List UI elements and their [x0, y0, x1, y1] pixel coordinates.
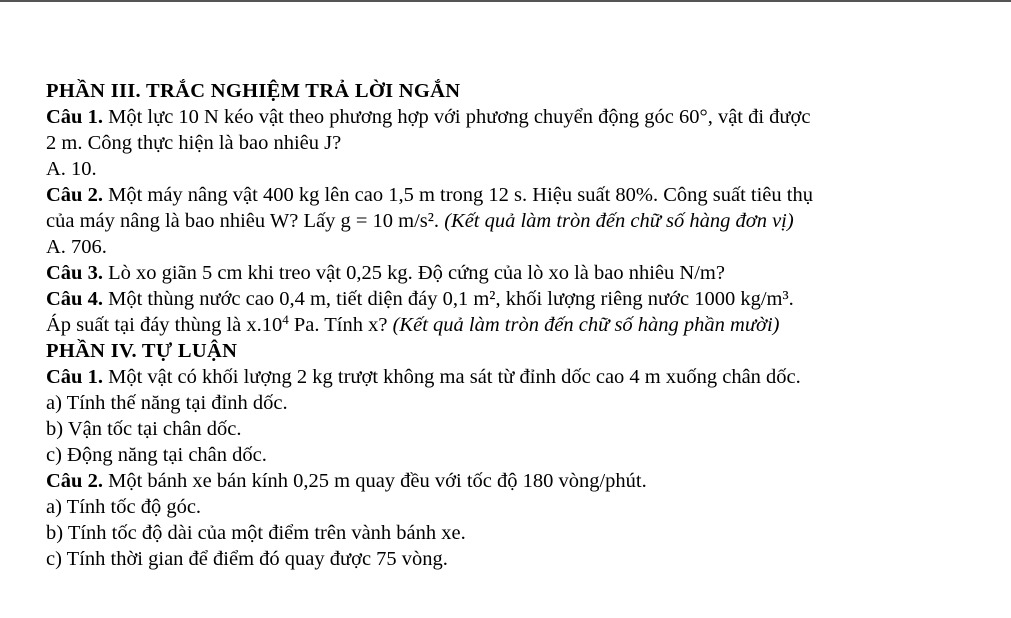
q-text: của máy nâng là bao nhiêu W? Lấy g = 10 m/s². — [46, 210, 445, 232]
top-border-line — [0, 0, 1011, 2]
q-note: (Kết quả làm tròn đến chữ số hàng đơn vị) — [444, 210, 794, 232]
q-text: Pa. Tính x? — [288, 314, 393, 336]
part4-q2-line1 — [46, 468, 996, 494]
part4-q2-a: a) Tính tốc độ góc. — [46, 496, 202, 518]
part4-heading: PHẦN IV. TỰ LUẬN — [46, 340, 238, 362]
part3-q3-line1 — [46, 260, 996, 286]
q-text: Một bánh xe bán kính 0,25 m quay đều với tốc độ 180 vòng/phút. — [102, 470, 647, 492]
q-label: Câu 1. — [46, 366, 103, 388]
q-text: Một máy nâng vật 400 kg lên cao 1,5 m trong 12 s. Hiệu suất 80%. Công suất tiêu thụ — [102, 184, 813, 206]
q-text: Áp suất tại đáy thùng là x.10 — [46, 314, 283, 336]
q-note: (Kết quả làm tròn đến chữ số hàng phần mười) — [392, 314, 780, 336]
part4-q1-c: c) Động năng tại chân dốc. — [46, 444, 267, 466]
q-text: Lò xo giãn 5 cm khi treo vật 0,25 kg. Độ cứng của lò xo là bao nhiêu N/m? — [102, 262, 725, 284]
q-text: Một vật có khối lượng 2 kg trượt không ma sát từ đỉnh dốc cao 4 m xuống chân dốc. — [102, 366, 801, 388]
part4-q1-line1 — [46, 364, 996, 390]
part3-q1-answer: A. 10. — [46, 158, 97, 180]
q-label: Câu 1. — [46, 106, 103, 128]
exponent: 4 — [282, 312, 289, 327]
part3-q4-line1 — [46, 286, 996, 312]
part3-heading: PHẦN III. TRẮC NGHIỆM TRẢ LỜI NGẮN — [46, 80, 461, 102]
part3-q2-line1 — [46, 182, 996, 208]
part3-q1-line1 — [46, 104, 996, 130]
part3-q4-line2 — [46, 312, 996, 338]
q-label: Câu 2. — [46, 470, 103, 492]
part3-q2-line2 — [46, 208, 996, 234]
q-text: Một thùng nước cao 0,4 m, tiết diện đáy 0,1 m², khối lượng riêng nước 1000 kg/m³. — [102, 288, 794, 310]
q-label: Câu 2. — [46, 184, 103, 206]
part3-q2-answer: A. 706. — [46, 236, 107, 258]
worksheet — [46, 78, 996, 572]
q-label: Câu 4. — [46, 288, 103, 310]
part4-q2-c: c) Tính thời gian để điểm đó quay được 75 vòng. — [46, 548, 448, 570]
part4-q2-b: b) Tính tốc độ dài của một điểm trên vành bánh xe. — [46, 522, 466, 544]
part4-q1-b: b) Vận tốc tại chân dốc. — [46, 418, 242, 440]
part4-q1-a: a) Tính thế năng tại đỉnh dốc. — [46, 392, 288, 414]
q-text: Một lực 10 N kéo vật theo phương hợp với phương chuyển động góc 60°, vật đi được — [102, 106, 811, 128]
q-label: Câu 3. — [46, 262, 103, 284]
part3-q1-line2: 2 m. Công thực hiện là bao nhiêu J? — [46, 132, 342, 154]
